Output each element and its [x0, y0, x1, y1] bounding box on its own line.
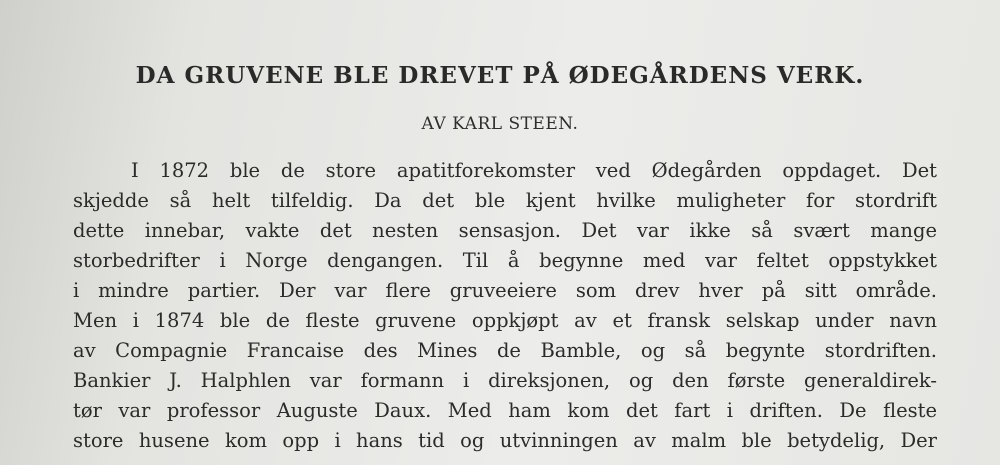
article-body [73, 156, 937, 456]
text-line: skjedde så helt tilfeldig. Da det ble kjent hvilke muligheter for stordrift [73, 189, 937, 212]
text-line: Men i 1874 ble de fleste gruvene oppkjøpt av et fransk selskap under navn [73, 309, 937, 332]
text-line: tør var professor Auguste Daux. Med ham kom det fart i driften. De fleste [73, 399, 937, 422]
text-line: Bankier J. Halphlen var formann i direksjonen, og den første generaldirek- [73, 369, 937, 392]
text-line: dette innebar, vakte det nesten sensasjon. Det var ikke så svært mange [73, 219, 937, 242]
text-line: i mindre partier. Der var flere gruveeiere som drev hver på sitt område. [73, 279, 937, 302]
text-line: storbedrifter i Norge dengangen. Til å begynne med var feltet oppstykket [73, 249, 937, 272]
text-line: store husene kom opp i hans tid og utvinningen av malm ble betydelig, Der [73, 429, 937, 452]
article-title: DA GRUVENE BLE DREVET PÅ ØDEGÅRDENS VERK. [135, 62, 865, 89]
article-byline: AV KARL STEEN. [421, 114, 579, 134]
text-line: I 1872 ble de store apatitforekomster ved Ødegården oppdaget. Det [131, 159, 937, 182]
text-line: av Compagnie Francaise des Mines de Bamble, og så begynte stordriften. [73, 339, 937, 362]
